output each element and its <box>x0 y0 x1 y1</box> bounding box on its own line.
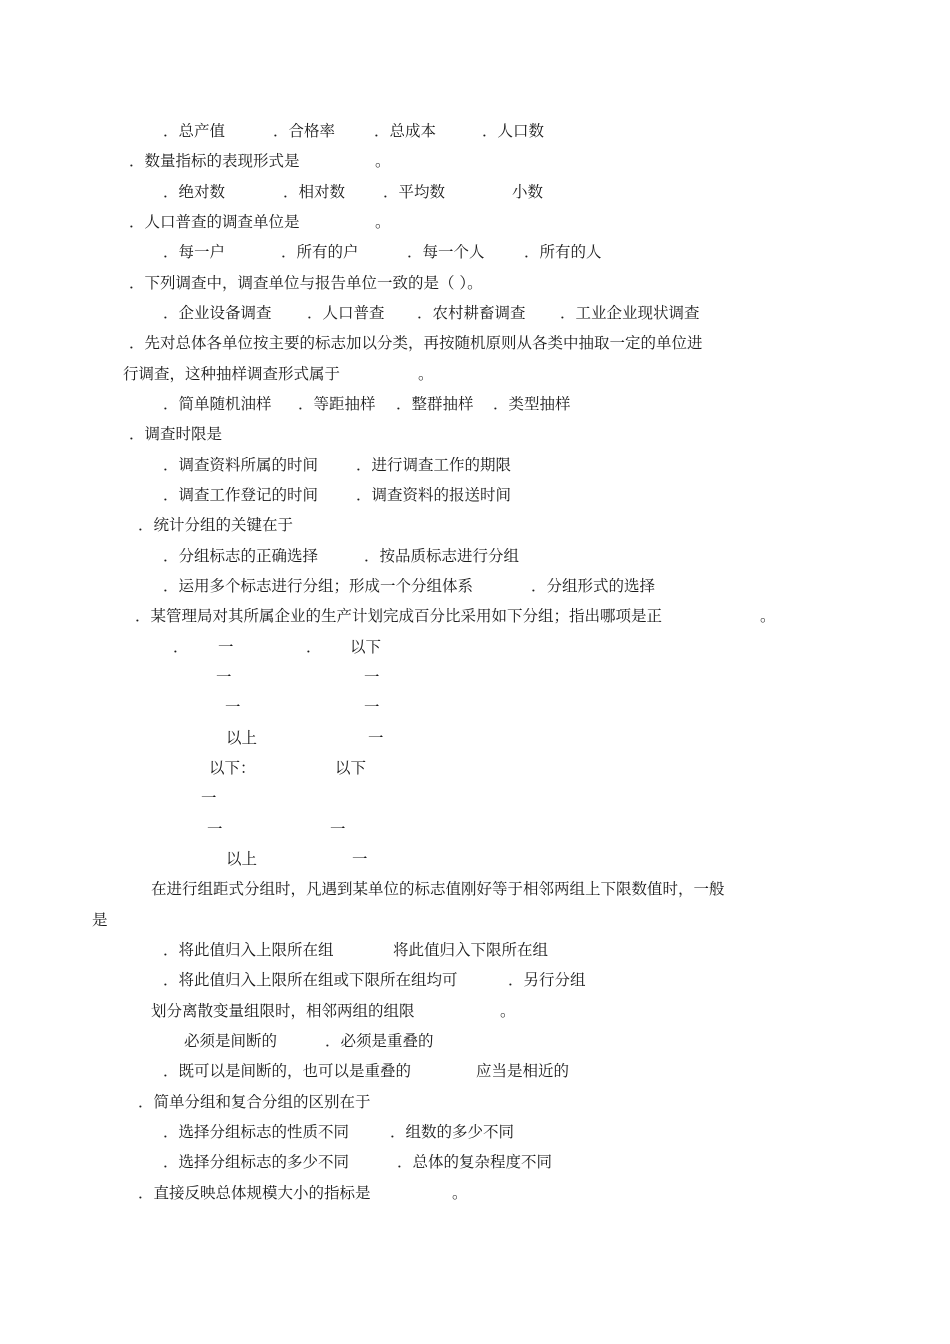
option-b: ．必须是重叠的 <box>325 1032 434 1050</box>
option-a: ．绝对数 <box>163 183 226 201</box>
question-stem-cont: 行调查，这种抽样调查形式属于 <box>123 365 341 383</box>
question-stem: ．先对总体各单位按主要的标志加以分类，再按随机原则从各类中抽取一定的单位进 <box>129 334 703 352</box>
option-c: ．既可以是间断的，也可以是重叠的 <box>163 1062 412 1080</box>
option-a: ．将此值归入上限所在组 <box>163 941 334 959</box>
question-stem-end: 。 <box>760 607 776 625</box>
question-stem-end: 。 <box>375 152 391 170</box>
option-d: 小数 <box>512 183 544 201</box>
option-a: ．调查资料所属的时间 <box>163 456 319 474</box>
option-b: ．进行调查工作的期限 <box>356 456 512 474</box>
grouping-text: 以下 <box>335 759 367 777</box>
question-stem-cont: 是 <box>92 911 108 929</box>
option-b: ．等距抽样 <box>298 395 376 413</box>
question-stem: ．下列调查中，调查单位与报告单位一致的是（ ）。 <box>129 274 483 292</box>
option-b: ．相对数 <box>283 183 346 201</box>
option-a: ．总产值 <box>163 122 226 140</box>
question-stem: ．数量指标的表现形式是 <box>129 152 300 170</box>
option-c: ．农村耕畜调查 <box>417 304 526 322</box>
option-c: ．将此值归入上限所在组或下限所在组均可 <box>163 971 458 989</box>
option-c: ．调查工作登记的时间 <box>163 486 319 504</box>
question-stem: ．简单分组和复合分组的区别在于 <box>138 1093 371 1111</box>
option-d: ．另行分组 <box>508 971 586 989</box>
question-stem: ．人口普查的调查单位是 <box>129 213 300 231</box>
option-c: ．总成本 <box>374 122 437 140</box>
question-stem: ．统计分组的关键在于 <box>138 516 294 534</box>
option-d: ．总体的复杂程度不同 <box>397 1153 553 1171</box>
question-stem-end: 。 <box>452 1184 468 1202</box>
option-a: ．企业设备调查 <box>163 304 272 322</box>
option-d: ．类型抽样 <box>493 395 571 413</box>
grouping-text: ． <box>306 638 322 656</box>
grouping-text: 一 <box>364 668 380 686</box>
grouping-text: 以上 <box>226 850 258 868</box>
grouping-text: 一 <box>225 698 241 716</box>
question-stem: 划分离散变量组限时，相邻两组的组限 <box>151 1002 415 1020</box>
question-stem: ．调查时限是 <box>129 425 223 443</box>
grouping-text: 一 <box>207 820 223 838</box>
question-stem-end: 。 <box>375 213 391 231</box>
option-b: 将此值归入下限所在组 <box>393 941 549 959</box>
option-c: ．运用多个标志进行分组；形成一个分组体系 <box>163 577 474 595</box>
question-stem-end: 。 <box>500 1002 516 1020</box>
grouping-text: 以上 <box>226 729 258 747</box>
grouping-text: 一 <box>216 668 232 686</box>
grouping-text: 一 <box>368 729 384 747</box>
option-d: ．工业企业现状调查 <box>560 304 700 322</box>
grouping-text: ． <box>173 638 189 656</box>
option-d: ．人口数 <box>482 122 545 140</box>
option-c: ．选择分组标志的多少不同 <box>163 1153 350 1171</box>
option-c: ．整群抽样 <box>396 395 474 413</box>
option-b: ．人口普查 <box>307 304 385 322</box>
option-d: ．调查资料的报送时间 <box>356 486 512 504</box>
option-a: ．分组标志的正确选择 <box>163 547 319 565</box>
option-b: ．组数的多少不同 <box>390 1123 515 1141</box>
grouping-text: 一 <box>201 789 217 807</box>
question-stem-end: 。 <box>418 365 434 383</box>
question-stem: ．某管理局对其所属企业的生产计划完成百分比采用如下分组；指出哪项是正 <box>135 607 663 625</box>
option-a: ．每一户 <box>163 243 226 261</box>
option-b: ．所有的户 <box>281 243 359 261</box>
grouping-text: 一 <box>364 698 380 716</box>
option-a: ．简单随机油样 <box>163 395 272 413</box>
option-d: 应当是相近的 <box>476 1062 570 1080</box>
question-stem: 在进行组距式分组时，凡遇到某单位的标志值刚好等于相邻两组上下限数值时，一般 <box>151 880 725 898</box>
grouping-text: 一 <box>352 850 368 868</box>
grouping-text: 以下： <box>209 759 256 777</box>
question-stem: ．直接反映总体规模大小的指标是 <box>138 1184 371 1202</box>
option-a: ．选择分组标志的性质不同 <box>163 1123 350 1141</box>
grouping-text: 以下 <box>350 638 382 656</box>
option-d: ．分组形式的选择 <box>531 577 656 595</box>
option-a: 必须是间断的 <box>184 1032 278 1050</box>
grouping-text: 一 <box>218 638 234 656</box>
grouping-text: 一 <box>330 820 346 838</box>
option-b: ．合格率 <box>273 122 336 140</box>
option-c: ．每一个人 <box>407 243 485 261</box>
option-d: ．所有的人 <box>524 243 602 261</box>
option-b: ．按品质标志进行分组 <box>364 547 520 565</box>
option-c: ．平均数 <box>383 183 446 201</box>
